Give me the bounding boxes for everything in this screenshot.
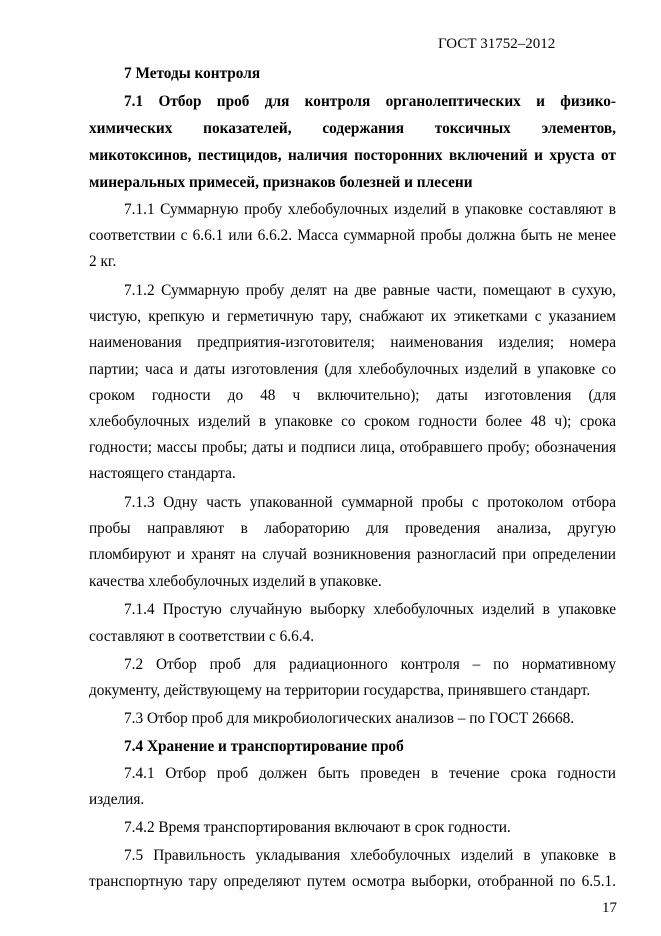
subsection-title-line: 7.1 Отбор проб для контроля органолептических и физико-	[124, 93, 616, 110]
section-title: 7 Методы контроля	[124, 65, 261, 82]
paragraph-line: 7.1.3 Одну часть упакованной суммарной пробы с протоколом отбора	[124, 494, 616, 511]
paragraph-line: пробы направляют в лабораторию для проведения анализа, другую	[89, 520, 616, 537]
paragraph-line: настоящего стандарта.	[89, 465, 236, 482]
paragraph-line: транспортную тару определяют путем осмотра выборки, отобранной по 6.5.1.	[89, 873, 616, 890]
paragraph-line: чистую, крепкую и герметичную тару, снабжают их этикетками с указанием	[89, 308, 616, 325]
subsection-title: 7.4 Хранение и транспортирование проб	[124, 738, 404, 755]
subsection-title-line: химических показателей, содержания токсичных элементов,	[89, 120, 616, 137]
paragraph-line: составляют в соответствии с 6.6.4.	[89, 628, 315, 645]
subsection-title-line: микотоксинов, пестицидов, наличия посторонних включений и хруста от	[89, 147, 616, 164]
paragraph-line: партии; часа и даты изготовления (для хлебобулочных изделий в упаковке со	[89, 361, 616, 378]
paragraph-line: 7.1.4 Простую случайную выборку хлебобулочных изделий в упаковке	[124, 601, 616, 618]
paragraph-line: 7.1.2 Суммарную пробу делят на две равные части, помещают в сухую,	[124, 282, 616, 299]
paragraph-line: соответствии с 6.6.1 или 6.6.2. Масса суммарной пробы должна быть не менее	[89, 227, 616, 244]
page-number: 17	[602, 900, 617, 916]
paragraph-line: 7.4.1 Отбор проб должен быть проведен в течение срока годности	[124, 765, 616, 782]
paragraph-line: качества хлебобулочных изделий в упаковке.	[89, 573, 382, 590]
paragraph-line: сроком годности до 48 ч включительно); даты изготовления (для	[89, 387, 616, 404]
paragraph-line: документу, действующему на территории государства, принявшего стандарт.	[89, 682, 591, 699]
standard-code-header: ГОСТ 31752–2012	[438, 36, 556, 52]
paragraph-line: 7.3 Отбор проб для микробиологических анализов – по ГОСТ 26668.	[124, 710, 575, 727]
paragraph-line: 2 кг.	[89, 253, 117, 270]
paragraph-line: 7.1.1 Суммарную пробу хлебобулочных изделий в упаковке составляют в	[124, 201, 616, 218]
paragraph-line: годности; массы пробы; даты и подписи лица, отобравшего пробу; обозначения	[89, 439, 616, 456]
paragraph-line: 7.2 Отбор проб для радиационного контроля – по нормативному	[124, 656, 616, 673]
paragraph-line: 7.5 Правильность укладывания хлебобулочных изделий в упаковке в	[124, 847, 616, 864]
paragraph-line: изделия.	[89, 791, 145, 808]
paragraph-line: наименования предприятия-изготовителя; наименования изделия; номера	[89, 334, 616, 351]
paragraph-line: пломбируют и хранят на случай возникновения разногласий при определении	[89, 546, 616, 563]
paragraph-line: 7.4.2 Время транспортирования включают в срок годности.	[124, 819, 511, 836]
subsection-title-line: минеральных примесей, признаков болезней и плесени	[89, 174, 473, 191]
paragraph-line: хлебобулочных изделий в упаковке со сроком годности более 48 ч); срока	[89, 413, 616, 430]
